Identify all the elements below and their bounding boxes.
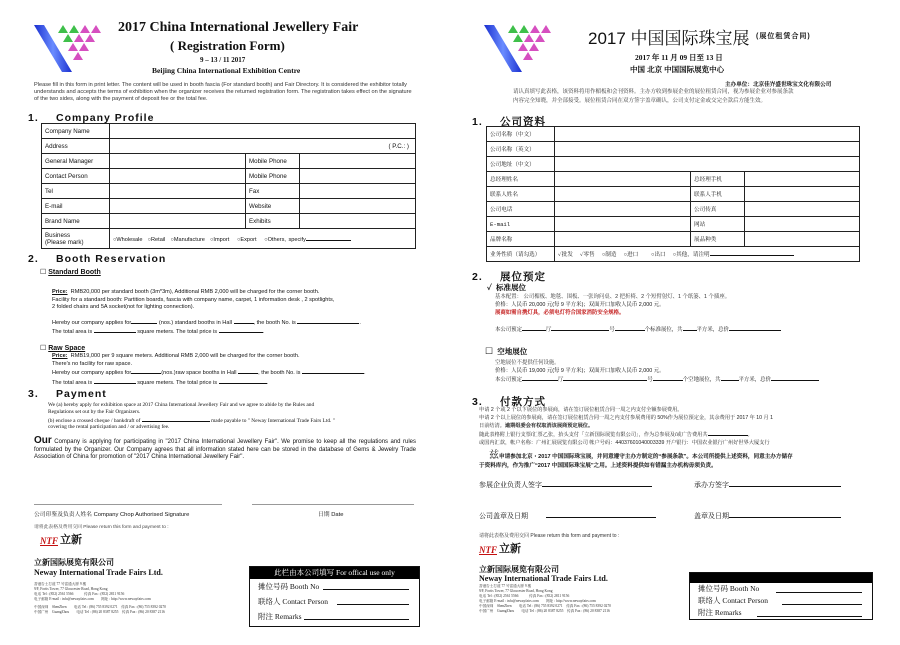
sz-fax: 传真 Fax : (86) 755 8392 0270: [121, 605, 166, 609]
hk-web[interactable]: 网址 : http://www.newayfairs.com: [100, 597, 151, 601]
standard-booth-details: [495, 293, 865, 334]
declaration-mark: 兹: [489, 450, 499, 461]
raw-space-details: Price: RMB19,000 per 9 square meters. Additional RMB 2,000 will be charged for the corner booth. There's no facility for raw space. Hereby our company applies for (nos.)raw space booths in Hall , the booth No. is . The total area is square meters. The total price is .: [52, 353, 422, 387]
address-en: 9/F, Fortis Tower, 77 Gloucester Road, Hong Kong: [34, 587, 108, 591]
area-text: square meters. The total price is: [137, 379, 218, 386]
hall-field[interactable]: [522, 325, 546, 331]
payment-terms: 申请 2 个或 2 个以下展位的参展商，请在签订展位租赁合同一周之内支付全额参展费用。 申请 2 个以上展位的参展商，请在签订展位租赁合同一周之内支付参展费用的 50%作为展位预定金，其余费用于 2017 年 10 月 1 日前结清。逾期组委会有权取消该展商预定展位。 随此表格附上银行支票/汇票乙张，抬头支付「立新国际展览有限公司」，作为总参展及/或广告费用共 。 或国内汇款，帐户名称：广州汇展展览有限公司 帐户号码：44037601040003339 开户银行：中国农业银行广州好世界大厦支行: [479, 407, 864, 448]
price-label: Price:: [52, 289, 68, 295]
booth-qty-field[interactable]: [131, 318, 157, 324]
payment-a2: Regulations set out by the Fair Organizers.: [48, 408, 141, 415]
gz-fax: 传真 Fax : (86) 20 8387 2116: [567, 609, 610, 613]
checkbox-icon[interactable]: ☐: [40, 269, 47, 276]
exhibitor-sign-label: 参展企业负责人签字: [479, 482, 542, 489]
fax-field[interactable]: [745, 202, 860, 217]
section-number: 3.: [472, 396, 483, 408]
booth-no-row: [250, 579, 419, 594]
gm-mobile-field[interactable]: [300, 154, 416, 169]
section-title: 公司资料: [500, 116, 546, 128]
postcode-label: ( P.C.: ): [388, 142, 409, 150]
label-email: E-mail: [42, 199, 110, 214]
intro-text: Please fill in this form in print letter. The content will be used in booth fascia (For standard booth) and Fair Directory. It is considered the exhibitor totally understands and accepts the terms of exhibition when the organizer receives the returned registration form. The registration takes effect on the signature of the two sides, along with the payment of deposit fee or the total fee.: [34, 82, 412, 102]
label-mobile-phone: Mobile Phone: [246, 169, 300, 184]
ntf-logo-cn: 立新: [499, 543, 521, 555]
label-email: E-mail: [487, 217, 555, 232]
standard-config: 基本配置： 公司楣板、地毯、围板、一张询问桌、2 把折椅、2 个短臂射灯、1 个纸篓、1 个插座。: [495, 294, 731, 300]
apply-text: , the booth No. is: [258, 370, 301, 376]
official-use-header: [690, 573, 872, 583]
return-label: 请将此表格及费用交回 Please return this form and payment to :: [34, 525, 169, 530]
facility-line-1: Facility for a standard booth: Partition boards, fascia with company name, carpet, 1 information desk , 2 spotlights,: [52, 296, 335, 303]
payment-a: We (a) hereby apply for exhibition space at 2017 China International Jewellery Fair and we agree to abide by the Rules and: [48, 402, 315, 408]
company-stamp: [479, 511, 656, 521]
hk-fax: 传真 Fax : (852) 2811 9156: [529, 594, 570, 598]
company-stamp-label: 公司盖章及日期: [479, 513, 528, 520]
others-specify-field[interactable]: [306, 235, 351, 241]
ntf-logo: [40, 530, 90, 548]
radio-import[interactable]: ○Import: [210, 236, 230, 243]
raw-space-option[interactable]: [485, 346, 527, 357]
booking-text: 个标准展位，共: [644, 327, 683, 333]
raw-facility: There's no facility for raw space.: [52, 360, 133, 367]
hk-fax: 传真 Fax : (852) 2811 9156: [84, 592, 125, 596]
checkbox-icon[interactable]: ☐: [485, 346, 494, 356]
brand-name-field[interactable]: [110, 214, 246, 229]
sz-tel: 电话 Tel : (86) 755 8392 0271: [518, 604, 563, 608]
signature-line[interactable]: [34, 504, 222, 505]
radio-retail[interactable]: ○Retail: [147, 236, 166, 243]
section-title: 展位预定: [500, 271, 546, 283]
check-retail[interactable]: ✓零售: [579, 252, 595, 258]
company-name-field[interactable]: [110, 124, 416, 139]
radio-import[interactable]: ○进口: [623, 252, 639, 258]
label-business: [42, 229, 110, 249]
fair-logo: [482, 20, 557, 75]
organizer-sign-label: 承办方签字: [694, 482, 729, 489]
sz-city: ShenZhen: [496, 604, 512, 608]
section-title: 付款方式: [500, 396, 546, 408]
booth-no-field[interactable]: [297, 318, 359, 324]
radio-others[interactable]: ○Others, specify: [264, 236, 306, 243]
form-title: 2017 China International Jewellery Fair: [118, 20, 359, 35]
address-cn: 香港告士打道 77 号富通大厦 9 楼: [34, 582, 87, 586]
sz-label: 中国深圳: [479, 604, 494, 608]
apply-text: , the booth No. is: [253, 319, 296, 326]
apply-text: Hereby our company applies for: [52, 370, 132, 376]
company-address-block: [34, 582, 234, 615]
return-label: 请将此表格及费用交回 Please return this form and payment to :: [479, 533, 620, 539]
contract-title: 2017 中国国际珠宝展: [588, 29, 750, 48]
label-contact-person: Contact Person: [42, 169, 110, 184]
raw-area-field[interactable]: [94, 378, 136, 384]
gz-city: GuangZhou: [51, 610, 70, 614]
raw-hall-field[interactable]: [238, 368, 258, 374]
hk-web[interactable]: 网址 : http://www.newayfairs.com: [545, 599, 596, 603]
check-icon[interactable]: ✓: [487, 283, 492, 292]
booking-text: 平方米，总价: [738, 377, 771, 383]
company-name-cn: 立新国际展览有限公司: [34, 558, 114, 567]
standard-booth-title: Standard Booth: [48, 269, 101, 276]
standard-booth-title: 标准展位: [496, 283, 527, 292]
declaration-text: Company is applying for participating in "2017 China International Jewellery Fair". We promise to keep all the regulations and rules formulated by the Organizer. Our Company agrees that all information stated here can be stored in the database of Gems & Jewelry Trade Association of China for promotion of "2017 China International Jewellery Fair".: [34, 439, 416, 460]
company-stamp-line[interactable]: [546, 512, 656, 518]
fax-field[interactable]: [300, 184, 416, 199]
fair-dates: 9 – 13 / 11 2017: [200, 56, 246, 64]
organizer: 主办单位：北京佳岕盛世珠宝文化有限公司: [725, 82, 832, 88]
cheque-amount-field[interactable]: [142, 416, 210, 422]
sz-tel: 电话 Tel : (86) 755 8392 0271: [73, 605, 118, 609]
declaration-line-2: 于资料库内，作为推广“2017 中国国际珠宝展”之用。上述资料提供如有错漏主办机构毋须负责。: [479, 463, 717, 469]
remarks-line[interactable]: [304, 619, 409, 620]
label-contact-name: 联系人姓名: [487, 187, 555, 202]
section-title: Booth Reservation: [56, 253, 167, 265]
form-subtitle: ( Registration Form): [170, 38, 285, 53]
area-field[interactable]: [94, 327, 136, 333]
hk-tel: 电话 Tel : (852) 2561 5566: [34, 592, 74, 596]
general-manager-field[interactable]: [110, 154, 246, 169]
gz-label: 中国广州: [34, 610, 49, 614]
gz-fax: 传真 Fax : (86) 20 8387 2116: [122, 610, 165, 614]
sz-city: ShenZhen: [51, 605, 67, 609]
raw-qty-field[interactable]: [131, 368, 161, 374]
organizer-sign: [694, 480, 841, 490]
exhibits-field[interactable]: [300, 214, 416, 229]
section-payment: [28, 388, 107, 400]
company-profile-table: [41, 123, 416, 249]
business-options: [110, 229, 416, 249]
official-use-box: [689, 572, 873, 620]
section-number: 3.: [28, 388, 39, 400]
ntf-logo-text: NTF: [40, 536, 58, 546]
booking-text: 厅: [557, 377, 564, 383]
cancellation-warning: 逾期组委会有权取消该展商预定展位。: [504, 422, 594, 429]
area-text: The total area is: [52, 329, 93, 335]
label-company-name: Company Name: [42, 124, 110, 139]
gm-name-field[interactable]: [555, 172, 691, 187]
standard-price: RMB20,000 per standard booth (3m*3m), Additional RMB 2,000 will be charged for the corner booth.: [70, 289, 320, 295]
name-en-field[interactable]: [555, 142, 860, 157]
booking-text: 号: [609, 327, 615, 333]
remarks-row: [690, 607, 872, 619]
company-info-table: [486, 126, 860, 262]
tel-field[interactable]: [110, 184, 246, 199]
email-field[interactable]: [555, 217, 691, 232]
booking-text: 号: [647, 377, 653, 383]
section-number: 1.: [28, 112, 39, 124]
booking-text: 个空地展位，共: [682, 377, 721, 383]
radio-export[interactable]: ○Export: [236, 236, 257, 243]
label-address: Address: [42, 139, 110, 154]
total-fee-field[interactable]: [708, 430, 748, 436]
payment-line-1: 申请 2 个或 2 个以下展位的参展商，请在签订展位租赁合同一周之内支付全额参展费用。: [479, 407, 683, 413]
fair-venue: Beijing China International Exhibition Centre: [152, 66, 301, 75]
chinese-contract-form: [450, 0, 900, 645]
email-field[interactable]: [110, 199, 246, 214]
organizer-stamp: [694, 511, 841, 521]
organizer-stamp-label: 盖章及日期: [694, 513, 729, 520]
label-fax: 公司传真: [691, 202, 745, 217]
contract-intro: [513, 88, 794, 106]
signature-label: 公司印鉴及负责人姓名 Company Chop Authorised Signature: [34, 512, 190, 518]
address-cn-field[interactable]: [555, 157, 860, 172]
payment-b: (b) enclose a crossed cheque / bankdraft of: [48, 417, 141, 424]
hk-email[interactable]: 电子邮箱 E-mail : info@newayfairs.com: [479, 599, 539, 603]
gz-tel: 电话 Tel : (86) 20 8387 8255: [76, 610, 119, 614]
raw-price: 价格：人民币 19,000 元(每 9 平方米)；双面开口加收人民币 2,000 元。: [495, 368, 665, 374]
standard-booth-details: Price: RMB20,000 per standard booth (3m*3m), Additional RMB 2,000 will be charged for the corner booth. Facility for a standard booth: Partition boards, fascia with company name, carpet, 1 information desk , 2 spotlights, 2 folded chairs and 5A socket(not for lighting connection). Hereby our company applies for (nos.) standard booths in Hall , the booth No. is . The total area is square meters. The total price is .: [52, 289, 422, 337]
price-field[interactable]: [219, 327, 263, 333]
business-options: [555, 247, 860, 262]
company-address-block: [479, 584, 679, 614]
lighting-warning: 展商如需自携灯具，必须电灯符合国家消防安全规格。: [495, 310, 625, 316]
apply-text: (nos.) standard booths in Hall: [158, 319, 232, 326]
radio-manufacture[interactable]: ○制造: [601, 252, 617, 258]
contract-venue: 中国 北京 中国国际展览中心: [630, 65, 725, 74]
intro-line-2: 内容完全知晓，并全部接受。展位租赁合同在双方签字盖章确认，公司支付定金或交完全款后方能生效。: [513, 98, 767, 104]
raw-space-title: Raw Space: [48, 345, 86, 352]
ntf-logo: [479, 539, 529, 557]
raw-price-field[interactable]: [219, 378, 267, 384]
raw-space-details: [495, 359, 865, 384]
label-name-cn: 公司名称（中文）: [487, 127, 555, 142]
label-contact-mobile: 联系人手机: [691, 187, 745, 202]
checkbox-icon[interactable]: ☐: [40, 345, 47, 352]
label-phone: 公司电话: [487, 202, 555, 217]
contact-person-line[interactable]: [782, 604, 862, 605]
area-text: The total area is: [52, 379, 93, 386]
company-name-en: Neway International Trade Fairs Ltd.: [479, 574, 608, 583]
facility-line-2: 2 folded chairs and 5A socket(not for lighting connection).: [52, 304, 195, 310]
booth-no-row: [690, 583, 872, 595]
label-general-manager: General Manager: [42, 154, 110, 169]
label-mobile-phone: Mobile Phone: [246, 154, 300, 169]
booking-text: 平方米，总价: [696, 327, 729, 333]
phone-field[interactable]: [555, 202, 691, 217]
raw-area-field[interactable]: [721, 375, 739, 381]
standard-booth-option[interactable]: [40, 268, 101, 276]
contact-person-label: 联络人 Contact Person: [258, 597, 328, 606]
standard-price: 价格：人民币 20,000 元(每 9 平方米)；双面开口加收人民币 2,000 元。: [495, 302, 665, 308]
apply-text: Hereby our company applies for: [52, 319, 132, 326]
section-number: 2.: [28, 253, 39, 265]
date-label: 日期 Date: [318, 512, 344, 518]
gz-tel: 电话 Tel : (86) 20 8387 8255: [521, 609, 564, 613]
official-use-box: [249, 566, 420, 627]
label-brand: 品牌名称: [487, 232, 555, 247]
raw-config: 空地展位不提供任何设施。: [495, 360, 560, 366]
booth-no-line[interactable]: [323, 589, 409, 590]
contact-name-field[interactable]: [555, 187, 691, 202]
label-name-en: 公司名称（英文）: [487, 142, 555, 157]
organizer-stamp-line[interactable]: [729, 512, 841, 518]
contact-person-line[interactable]: [337, 604, 409, 605]
label-business: 业务性质（请勾选）: [487, 247, 555, 262]
gz-label: 中国广州: [479, 609, 494, 613]
booth-no-field[interactable]: [551, 325, 609, 331]
apply-text: (nos.)raw space booths in Hall: [161, 370, 237, 376]
gz-city: GuangZhou: [496, 609, 515, 613]
ntf-logo-text: NTF: [479, 545, 497, 555]
raw-total-field[interactable]: [771, 375, 819, 381]
exhibitor-sign-line[interactable]: [542, 481, 652, 487]
payment-c: covering the rental participation and / or advertising fee.: [48, 424, 170, 431]
business-label: Business: [45, 231, 71, 239]
remarks-row: [250, 609, 419, 624]
booth-no-label: 摊位号码 Booth No: [258, 582, 320, 591]
remarks-label: 附注 Remarks: [258, 612, 302, 621]
booking-text: 本公司预定: [495, 377, 522, 383]
contract-subtitle: (展位租赁合同): [756, 33, 811, 40]
hk-email[interactable]: 电子邮箱 E-mail : info@newayfairs.com: [34, 597, 94, 601]
price-label: Price:: [52, 353, 68, 359]
label-gm-name: 总经理姓名: [487, 172, 555, 187]
raw-booth-no-field[interactable]: [302, 368, 364, 374]
section-number: 2.: [472, 271, 483, 283]
contact-person-field[interactable]: [110, 169, 246, 184]
total-price-field[interactable]: [729, 325, 781, 331]
section-booth-reservation: [28, 253, 166, 265]
raw-hall-field[interactable]: [522, 375, 558, 381]
contract-dates: 2017 年 11 月 09 日至 13 日: [635, 53, 723, 62]
business-note: (Please mark): [45, 238, 84, 246]
contact-mobile-field[interactable]: [300, 169, 416, 184]
address-field[interactable]: [110, 139, 416, 154]
declaration-lead: Our: [34, 435, 52, 446]
payment-line-2: 申请 2 个以上展位的参展商，请在签订展位租赁合同一周之内支付参展费用的 50%作为展位预定金，其余费用于 2017 年 10 月 1: [479, 414, 773, 421]
bank-details: 或国内汇款，帐户名称：广州汇展展览有限公司 帐户号码：44037601040003339 开户银行：中国农业银行广州好世界大厦支行: [479, 440, 770, 447]
raw-booth-no-field[interactable]: [563, 375, 647, 381]
contact-person-label: 联络人 Contact Person: [698, 596, 768, 605]
website-field[interactable]: [300, 199, 416, 214]
raw-price: RMB19,000 per 9 square meters. Additional RMB 2,000 will be charged for the corner booth.: [70, 353, 300, 359]
contact-row: [690, 595, 872, 607]
raw-space-option[interactable]: [40, 344, 85, 352]
raw-space-title: 空地展位: [497, 347, 528, 356]
contact-row: [250, 594, 419, 609]
booth-qty-field[interactable]: [615, 325, 645, 331]
sz-label: 中国深圳: [34, 605, 49, 609]
fair-logo: [32, 20, 107, 75]
check-wholesale[interactable]: ✓批发: [558, 252, 573, 258]
radio-others[interactable]: ○其他，请注明: [672, 252, 710, 258]
label-exhibits: Exhibits: [246, 214, 300, 229]
brand-field[interactable]: [555, 232, 691, 247]
payment-terms: [48, 402, 416, 431]
booking-text: 本公司预定: [495, 327, 522, 333]
gm-mobile-field[interactable]: [745, 172, 860, 187]
remarks-line[interactable]: [757, 616, 862, 617]
remarks-label: 附注 Remarks: [698, 608, 742, 617]
label-address-cn: 公司地址（中文）: [487, 157, 555, 172]
area-field[interactable]: [683, 325, 697, 331]
others-specify-field[interactable]: [710, 250, 794, 256]
section-number: 1.: [472, 116, 483, 128]
sz-fax: 传真 Fax : (86) 755 8392 0270: [566, 604, 611, 608]
official-use-header: 此栏由本公司填写 For offical use only: [250, 567, 419, 579]
radio-wholesale[interactable]: ○Wholesale: [113, 236, 143, 243]
payment-b2: made payable to " Neway International Trade Fairs Ltd. ": [211, 417, 335, 424]
company-name-cn: 立新国际展览有限公司: [479, 565, 559, 574]
address-cn: 香港告士打道 77 号富通大厦 9 楼: [479, 584, 532, 588]
label-fax: Fax: [246, 184, 300, 199]
ntf-logo-cn: 立新: [60, 534, 82, 546]
label-tel: Tel: [42, 184, 110, 199]
label-gm-mobile: 总经理手机: [691, 172, 745, 187]
exhibitor-sign: [479, 480, 652, 490]
name-cn-field[interactable]: [555, 127, 860, 142]
booth-no-line[interactable]: [776, 592, 862, 593]
radio-manufacture[interactable]: ○Manufacture: [170, 236, 205, 243]
payment-line-3: 日前结清。: [479, 422, 505, 429]
section-title: Company Profile: [56, 112, 155, 124]
address-en: 9/F, Fortis Tower, 77 Gloucester Road, Hong Kong: [479, 589, 553, 593]
area-text: square meters. The total price is: [137, 329, 218, 335]
payment-line-4: 随此表格附上银行支票/汇票乙张，抬头支付「立新国际展览有限公司」，作为总参展及/或广告费用共: [479, 432, 708, 439]
intro-line-1: 请认真填写此表格，该资料将用作楣板和会刊资料。主办方收到参展企业的展位租赁合同，视为参展企业对参展条款: [513, 89, 794, 95]
label-website: Website: [246, 199, 300, 214]
label-exhibits: 展品种类: [691, 232, 745, 247]
declaration: [34, 437, 416, 462]
date-line[interactable]: [252, 504, 414, 505]
hall-field[interactable]: [234, 318, 254, 324]
booking-text: 厅: [545, 327, 552, 333]
label-website: 网站: [691, 217, 745, 232]
exhibits-field[interactable]: [745, 232, 860, 247]
raw-qty-field[interactable]: [653, 375, 683, 381]
website-field[interactable]: [745, 217, 860, 232]
label-brand-name: Brand Name: [42, 214, 110, 229]
company-name-en: Neway International Trade Fairs Ltd.: [34, 568, 163, 577]
standard-booth-option[interactable]: [487, 282, 526, 293]
hk-tel: 电话 Tel : (852) 2561 5566: [479, 594, 519, 598]
declaration-line-1: 申请参加北京・2017 中国国际珠宝展，并同意遵守主办方制定的“参展条款”。本公司所提供上述资料，同意主办方储存: [499, 454, 793, 460]
radio-export[interactable]: ○出口: [650, 252, 666, 258]
contact-mobile-field[interactable]: [745, 187, 860, 202]
booth-no-label: 摊位号码 Booth No: [698, 584, 760, 593]
organizer-sign-line[interactable]: [729, 481, 841, 487]
section-title: Payment: [56, 388, 107, 400]
declaration: [479, 451, 864, 471]
